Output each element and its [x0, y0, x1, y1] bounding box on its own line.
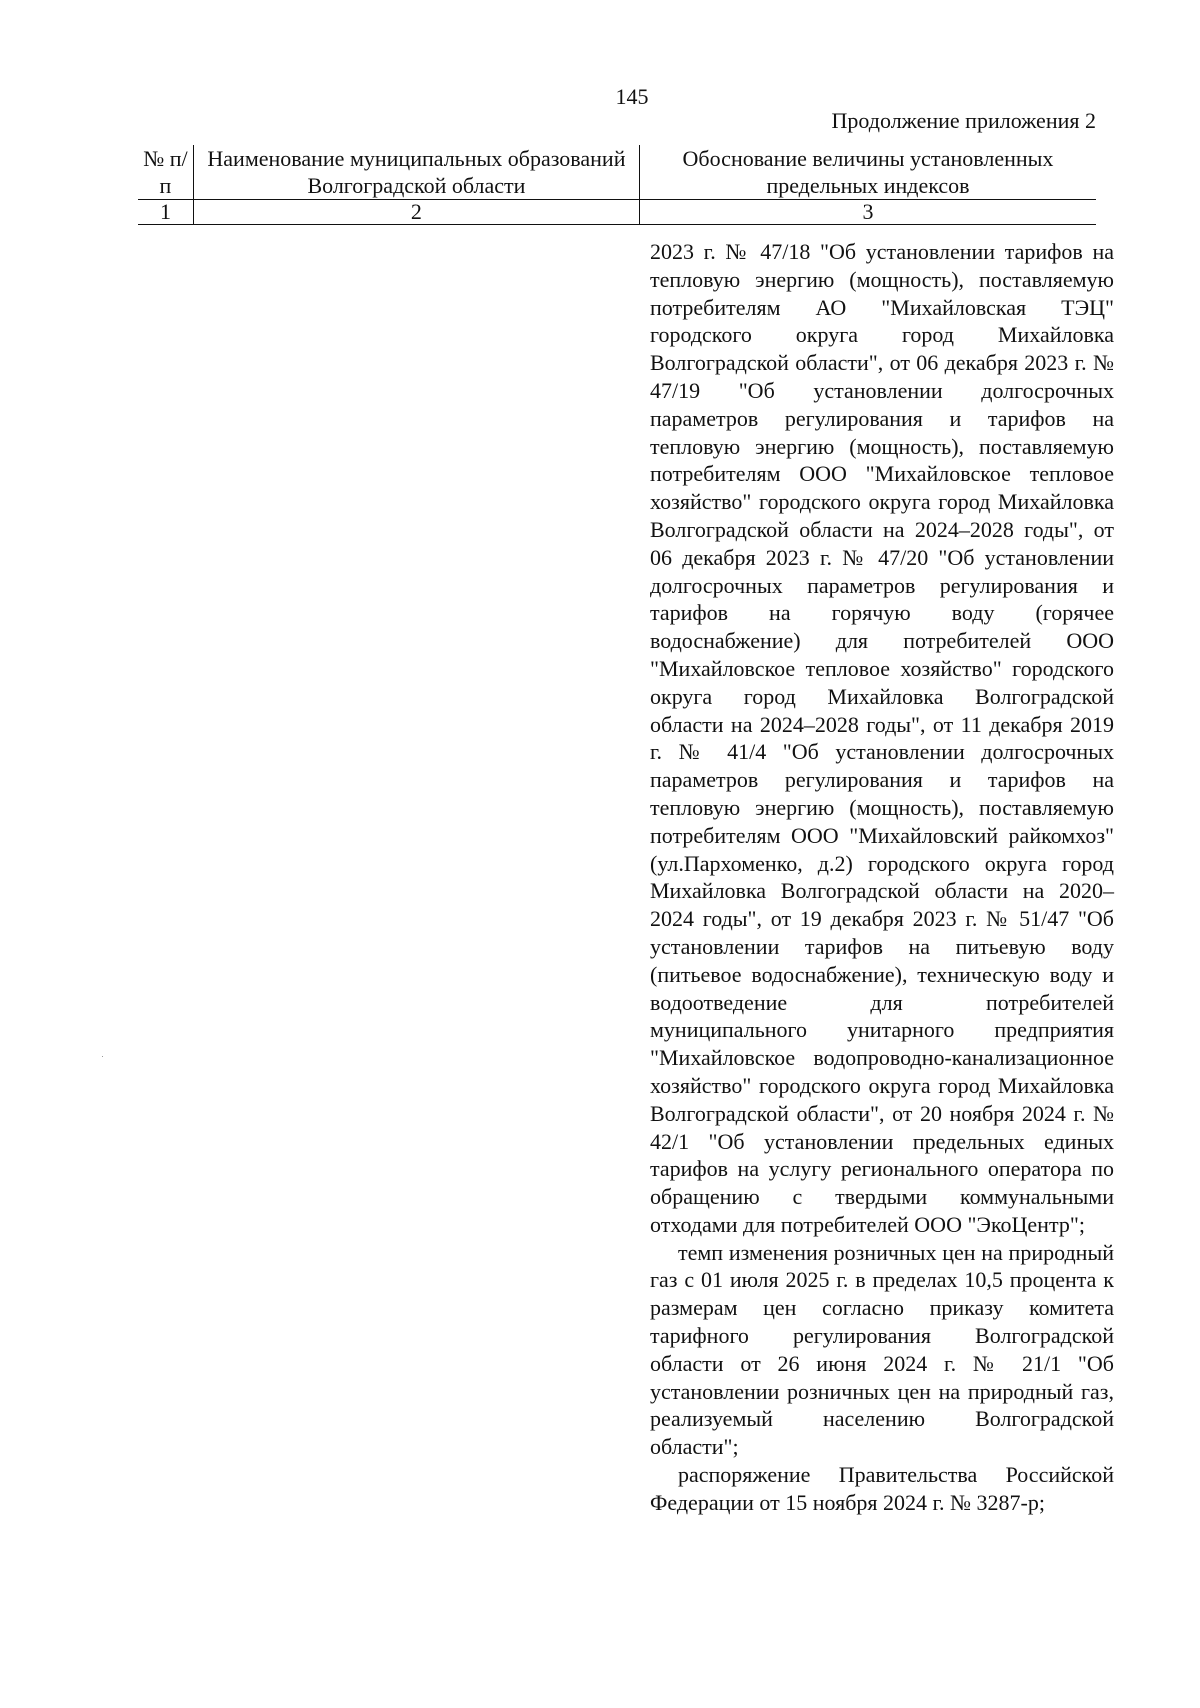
continuation-label: Продолжение приложения 2	[831, 108, 1096, 133]
paragraph-gas-prices: темп изменения розничных цен на природный газ с 01 июля 2025 г. в пределах 10,5 процента к размерам цен согласно приказу комитета тарифного регулирования Волгоградской области от 26 июня 2024 г. № 21/1 "Об установлении розничных цен на природный газ, реализуемый населению Волгоградской области";	[650, 1239, 1114, 1460]
column-number-3: 3	[639, 200, 1096, 225]
column-number-row	[138, 200, 1096, 225]
header-table	[138, 145, 1096, 225]
scan-speck	[102, 1056, 103, 1057]
column-number-2: 2	[193, 200, 639, 225]
header-row	[138, 145, 1096, 200]
page-number: 145	[615, 84, 649, 109]
header-col-municipality: Наименование муниципальных образований Волгоградской области	[193, 145, 639, 200]
column-number-1: 1	[138, 200, 193, 225]
paragraph-continued: 2023 г. № 47/18 "Об установлении тарифов на тепловую энергию (мощность), поставляемую потребителям АО "Михайловская ТЭЦ" городского округа город Михайловка Волгоградской области", от 06 декабря 2023 г. № 47/19 "Об установлении долгосрочных параметров регулирования и тарифов на тепловую энергию (мощность), поставляемую потребителям ООО "Михайловское тепловое хозяйство" городского округа город Михайловка Волгоградской области на 2024–2028 годы", от 06 декабря 2023 г. № 47/20 "Об установлении долгосрочных параметров регулирования и тарифов на горячую воду (горячее водоснабжение) для потребителей ООО "Михайловское тепловое хозяйство" городского округа город Михайловка Волгоградской области на 2024–2028 годы", от 11 декабря 2019 г. № 41/4 "Об установлении долгосрочных параметров регулирования и тарифов на тепловую энергию (мощность), поставляемую потребителям ООО "Михайловский райкомхоз" (ул.Пархоменко, д.2) городского округа город Михайловка Волгоградской области на 2020–2024 годы", от 19 декабря 2023 г. № 51/47 "Об установлении тарифов на питьевую воду (питьевое водоснабжение), техническую воду и водоотведение для потребителей муниципального унитарного предприятия "Михайловское водопроводно-канализационное хозяйство" городского округа город Михайловка Волгоградской области", от 20 ноября 2024 г. № 42/1 "Об установлении предельных единых тарифов на услугу регионального оператора по обращению с твердыми коммунальными отходами для потребителей ООО "ЭкоЦентр";	[650, 239, 1114, 1237]
paragraph-government-order: распоряжение Правительства Российской Федерации от 15 ноября 2024 г. № 3287-р;	[650, 1462, 1114, 1515]
header-col-justification: Обоснование величины установленных предельных индексов	[639, 145, 1096, 200]
justification-text	[650, 238, 1114, 1517]
header-col-number: № п/п	[138, 145, 193, 200]
